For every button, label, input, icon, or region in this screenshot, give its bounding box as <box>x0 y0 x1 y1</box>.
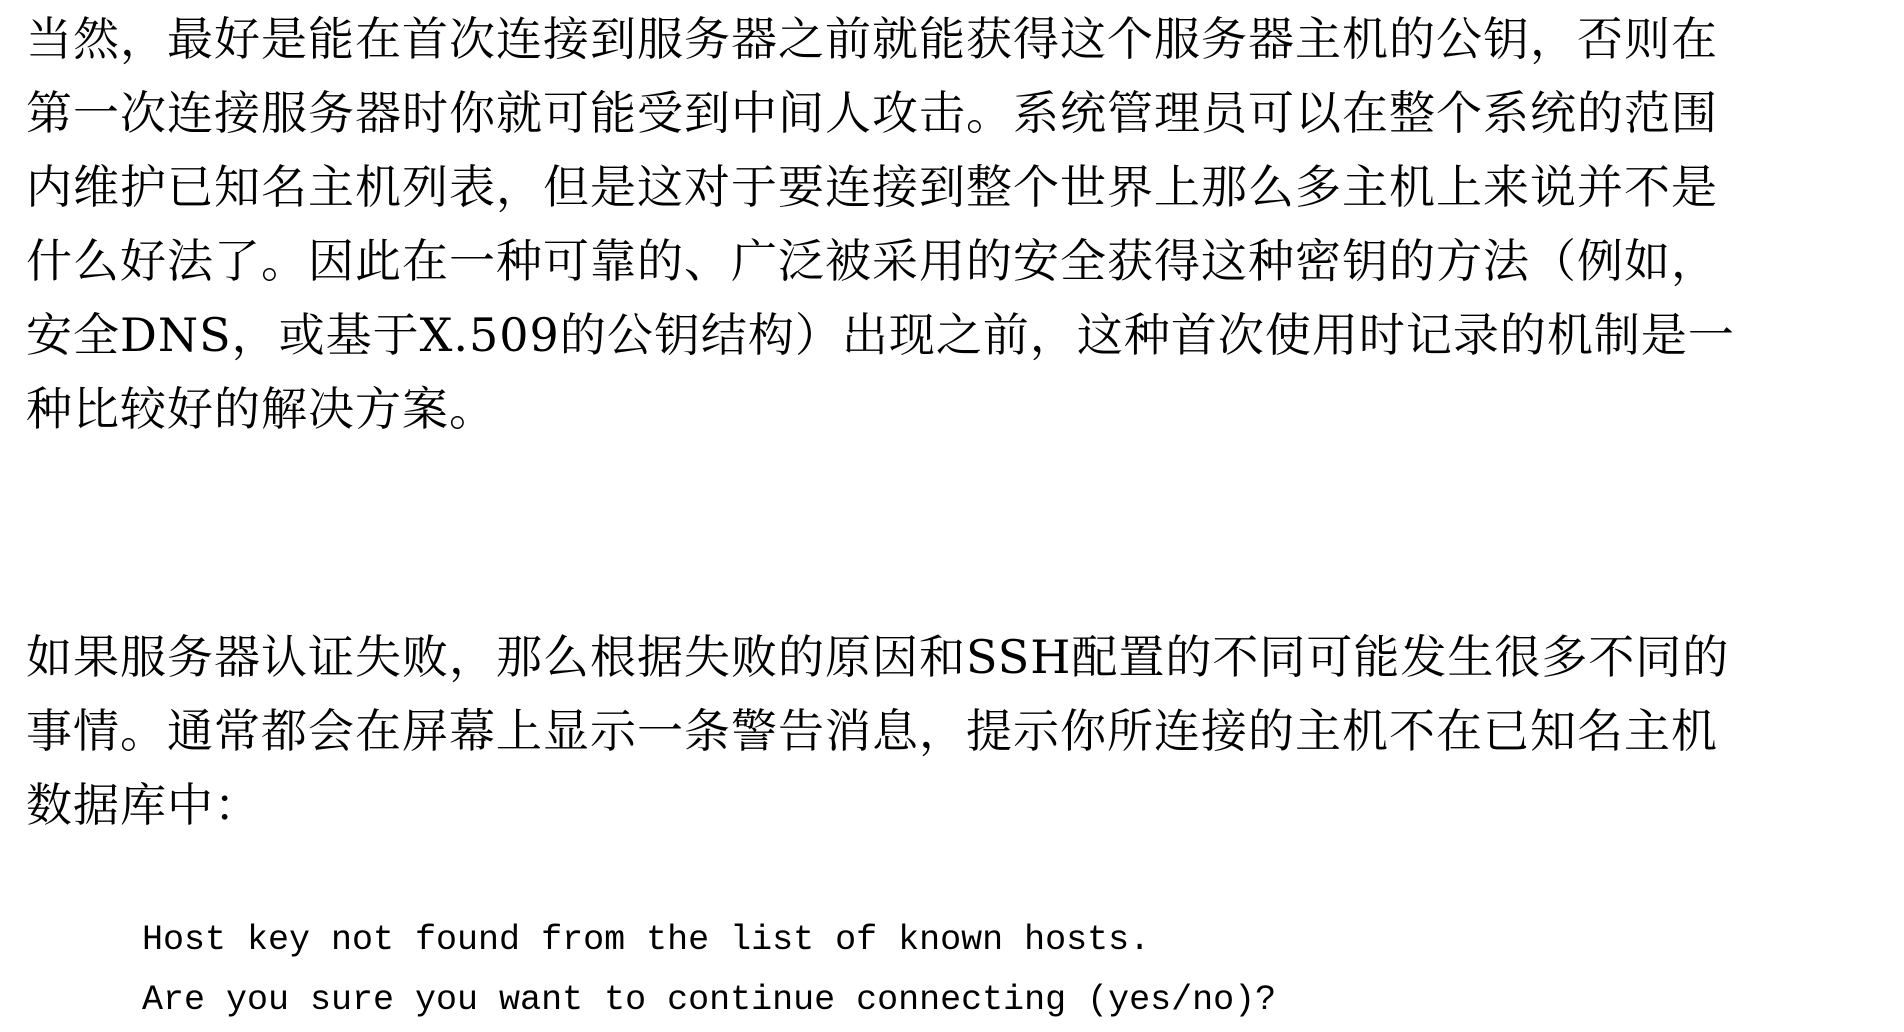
paragraph-line: 内维护已知名主机列表，但是这对于要连接到整个世界上那么多主机上来说并不是 <box>26 160 1718 214</box>
terminal-output-block <box>142 910 1842 1030</box>
code-line: Are you sure you want to continue connecting (yes/no)? <box>142 980 1277 1020</box>
paragraph-host-key-verification <box>26 2 1886 446</box>
code-line: Host key not found from the list of known hosts. <box>142 920 1151 960</box>
paragraph-line: 如果服务器认证失败，那么根据失败的原因和SSH配置的不同可能发生很多不同的 <box>26 630 1730 684</box>
paragraph-line: 事情。通常都会在屏幕上显示一条警告消息，提示你所连接的主机不在已知名主机 <box>26 704 1718 758</box>
paragraph-auth-failure <box>26 620 1886 842</box>
paragraph-line: 什么好法了。因此在一种可靠的、广泛被采用的安全获得这种密钥的方法（例如， <box>26 234 1718 288</box>
paragraph-line: 第一次连接服务器时你就可能受到中间人攻击。系统管理员可以在整个系统的范围 <box>26 86 1718 140</box>
paragraph-line: 安全DNS，或基于X.509的公钥结构）出现之前，这种首次使用时记录的机制是一 <box>26 308 1735 362</box>
paragraph-line: 当然，最好是能在首次连接到服务器之前就能获得这个服务器主机的公钥，否则在 <box>26 12 1718 66</box>
paragraph-line: 种比较好的解决方案。 <box>26 382 496 436</box>
paragraph-line: 数据库中： <box>26 778 261 832</box>
